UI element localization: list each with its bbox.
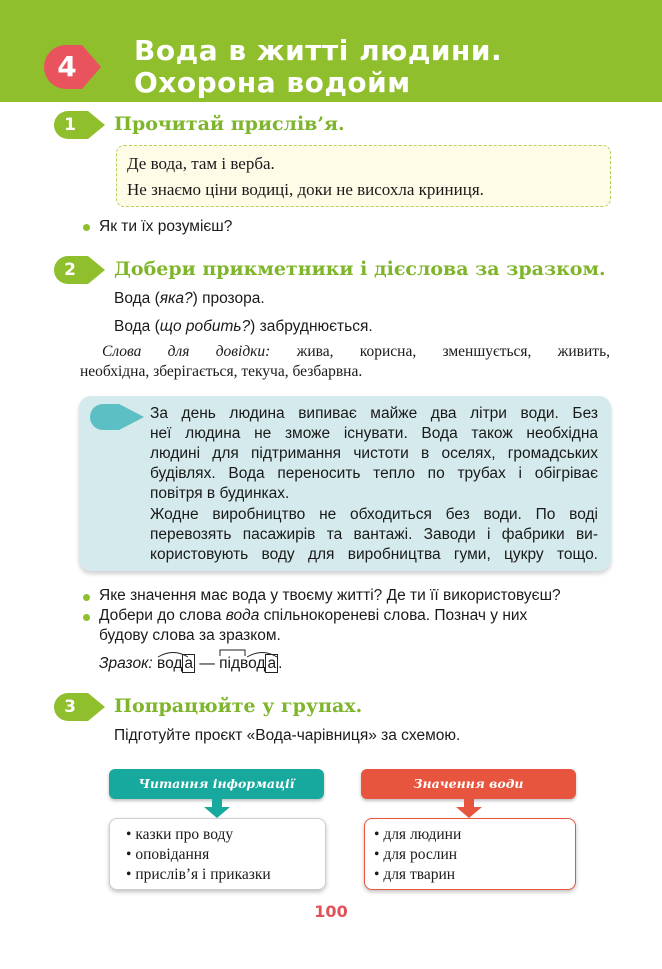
example-2: Вода (що робить?) забруднюється. bbox=[114, 318, 373, 335]
question-1: Яке значення має вода у твоєму житті? Де ти її використовуєш? bbox=[99, 587, 561, 604]
sample: Зразок: вод а — підвод а . bbox=[99, 655, 282, 673]
info-line: Жодне виробництво не обходиться без води. По воді bbox=[150, 506, 598, 523]
water-drop-icon bbox=[89, 403, 145, 431]
lesson-number: 4 bbox=[57, 50, 77, 83]
info-line: користовують воду для виробництва гуми, цукру тощо. bbox=[150, 546, 598, 563]
proverb-1: Де вода, там і верба. bbox=[127, 154, 275, 173]
task-2-title: Добери прикметники і дієслова за зразком. bbox=[114, 258, 606, 280]
card-reading-item: • оповідання bbox=[126, 846, 210, 863]
lesson-title-line-2: Охорона водойм bbox=[134, 66, 411, 99]
task-1-question: Як ти їх розумієш? bbox=[99, 218, 233, 235]
question-2-continued: будову слова за зразком. bbox=[99, 627, 281, 644]
question-2: Добери до слова вода спільнокореневі слова. Познач у них bbox=[99, 607, 528, 624]
reference-words-line-1: Слова для довідки: жива, корисна, зменшується, живить, bbox=[102, 343, 611, 360]
bullet-icon bbox=[83, 614, 90, 621]
info-line: людині для підтримання чистоти в оселях, громадських bbox=[150, 445, 598, 462]
card-reading-header: Читання інформації bbox=[109, 769, 324, 799]
arrow-down-icon bbox=[455, 798, 483, 818]
arrow-down-icon bbox=[203, 798, 231, 818]
card-water-value-item: • для тварин bbox=[374, 866, 456, 883]
task-3-title: Попрацюйте у групах. bbox=[114, 695, 363, 717]
info-line: будівлях. Вода переносить тепло по трубах і обігріває bbox=[150, 465, 598, 482]
sample-word-2: підвод а bbox=[219, 655, 278, 673]
task-3-number: 3 bbox=[64, 697, 76, 717]
info-line: перевозять пасажирів та вантажі. Заводи і фабрики ви- bbox=[150, 526, 598, 543]
task-2-number: 2 bbox=[64, 260, 76, 280]
sample-label: Зразок: bbox=[99, 655, 153, 672]
root-arc-icon bbox=[246, 650, 278, 658]
card-water-value-item: • для рослин bbox=[374, 846, 458, 863]
info-line: повітря в будинках. bbox=[150, 485, 290, 502]
card-reading-item: • казки про воду bbox=[126, 826, 234, 843]
info-line: неї людина не зможе існувати. Вода також необхідна bbox=[150, 425, 598, 442]
page-number: 100 bbox=[314, 902, 348, 921]
task-1-title: Прочитай прислів’я. bbox=[114, 113, 345, 135]
task-1-number: 1 bbox=[64, 115, 76, 135]
proverb-2: Не знаємо ціни водиці, доки не висохла криниця. bbox=[127, 180, 484, 199]
bullet-icon bbox=[83, 224, 90, 231]
card-reading-item: • прислів’я і приказки bbox=[126, 866, 271, 883]
root-arc-icon bbox=[157, 650, 189, 658]
prefix-mark-icon bbox=[219, 648, 247, 657]
bullet-icon bbox=[83, 594, 90, 601]
sample-word-1: вод а bbox=[157, 655, 195, 673]
lesson-title-line-1: Вода в житті людини. bbox=[134, 34, 503, 67]
example-1: Вода (яка?) прозора. bbox=[114, 290, 265, 307]
info-line: За день людина випиває майже два літри води. Без bbox=[150, 405, 598, 422]
card-water-value-header: Значення води bbox=[361, 769, 576, 799]
card-water-value-item: • для людини bbox=[374, 826, 462, 843]
reference-words-line-2: необхідна, зберігається, текуча, безбарвна. bbox=[80, 363, 363, 380]
task-3-instruction: Підготуйте проєкт «Вода-чарівниця» за схемою. bbox=[114, 727, 461, 744]
